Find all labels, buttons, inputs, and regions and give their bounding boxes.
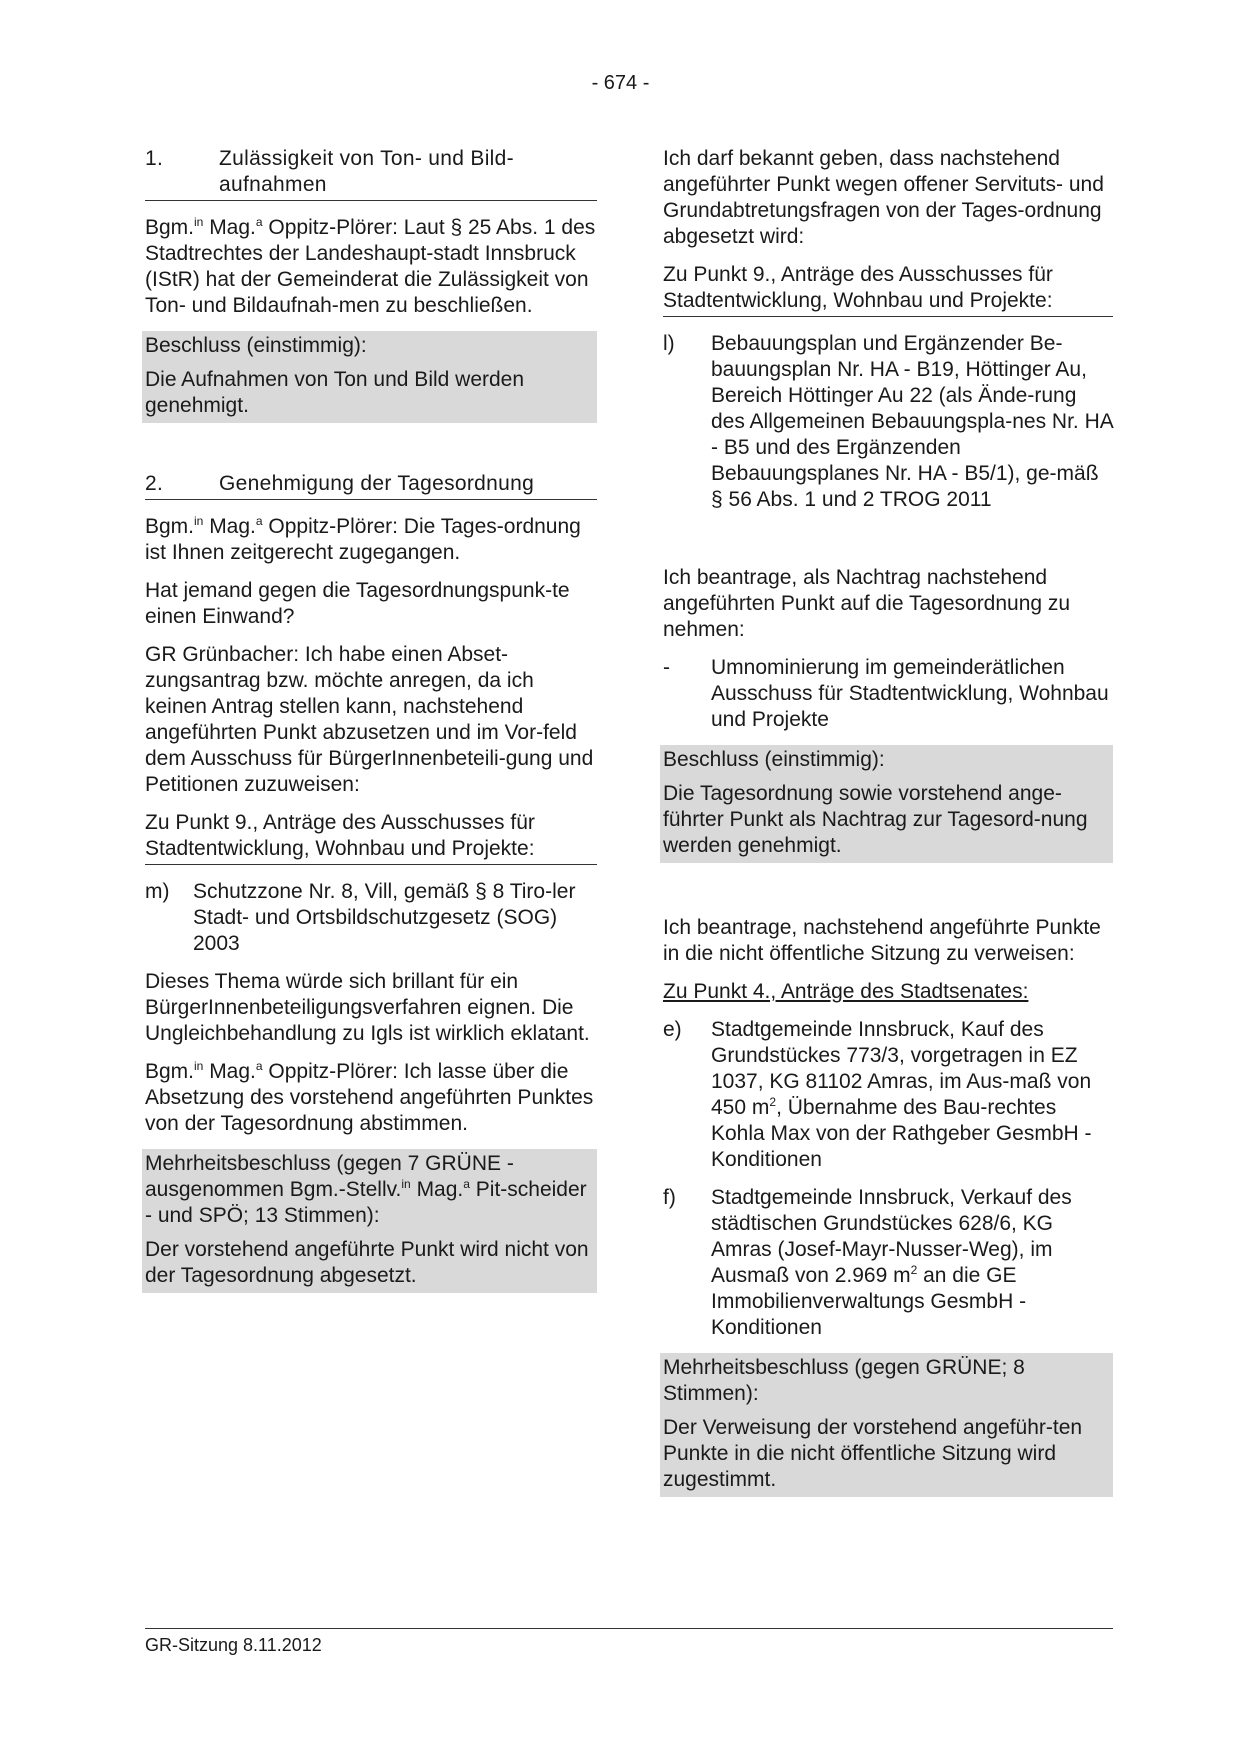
decision-title bbox=[145, 1151, 594, 1229]
decision-title-part: Mehrheitsbeschluss (gegen 7 GRÜNE - ausgenommen Bgm.-Stellv. bbox=[145, 1152, 514, 1201]
superscript: a bbox=[255, 215, 263, 229]
section-1-number: 1. bbox=[145, 147, 164, 170]
decision-title-part: Mag. bbox=[410, 1178, 464, 1201]
decision-text: Der Verweisung der vorstehend angeführ-ten Punkte in die nicht öffentliche Sitzung wird zugestimmt. bbox=[663, 1416, 1083, 1491]
page-number: - 674 - bbox=[591, 72, 650, 94]
decision-box bbox=[142, 331, 597, 423]
section-2-heading bbox=[145, 471, 597, 500]
list-item-text: Bebauungsplan und Ergänzender Be-bauungsplan Nr. HA - B19, Höttinger Au, Bereich Höttinger Au 22 (als Ände-rung des Allgemeinen Bebauungspla-nes Nr. HA - B5 und des Ergänzenden Bebauungsplanes Nr. HA - B5/1), ge-mäß § 56 Abs. 1 und 2 TROG 2011 bbox=[711, 332, 1113, 511]
superscript: in bbox=[194, 1059, 204, 1073]
speaker-title: Bgm. bbox=[145, 216, 195, 239]
superscript: in bbox=[194, 215, 204, 229]
agenda-item-heading: Zu Punkt 9., Anträge des Ausschusses für Stadtentwicklung, Wohnbau und Projekte: bbox=[663, 262, 1113, 317]
list-item-label: l) bbox=[663, 332, 675, 355]
speaker-text: Oppitz-Plörer: Ich lasse über die Absetzung des vorstehend angeführten Punktes von der Tagesordnung abstimmen. bbox=[145, 1060, 594, 1135]
speaker-paragraph bbox=[145, 1059, 597, 1137]
list-item-text-part: , Übernahme des Bau-rechtes Kohla Max von der Rathgeber GesmbH - Konditionen bbox=[711, 1096, 1092, 1171]
speaker-title: Mag. bbox=[203, 515, 256, 538]
list-item-label: - bbox=[663, 656, 670, 679]
decision-title: Beschluss (einstimmig): bbox=[145, 334, 367, 357]
section-2-number: 2. bbox=[145, 472, 164, 495]
speaker-title: Mag. bbox=[203, 1060, 256, 1083]
superscript: a bbox=[463, 1177, 470, 1191]
paragraph: Ich beantrage, nachstehend angeführte Punkte in die nicht öffentliche Sitzung zu verweisen: bbox=[663, 916, 1101, 965]
list-item bbox=[663, 1185, 1113, 1341]
superscript: a bbox=[255, 514, 263, 528]
decision-box bbox=[660, 1353, 1113, 1497]
agenda-item-heading: Zu Punkt 4., Anträge des Stadtsenates: bbox=[663, 980, 1029, 1003]
list-item-label: m) bbox=[145, 880, 170, 903]
list-item-label: e) bbox=[663, 1018, 682, 1041]
list-item-text: Schutzzone Nr. 8, Vill, gemäß § 8 Tiro-ler Stadt- und Ortsbildschutzgesetz (SOG) 2003 bbox=[193, 880, 576, 955]
list-item-text bbox=[711, 1185, 1113, 1341]
superscript: in bbox=[194, 514, 204, 528]
section-1-heading bbox=[145, 146, 597, 201]
section-1-title: Zulässigkeit von Ton- und Bild-aufnahmen bbox=[219, 147, 514, 196]
paragraph: Dieses Thema würde sich brillant für ein BürgerInnenbeteiligungsverfahren eignen. Die Ungleichbehandlung zu Igls ist wirklich eklatant. bbox=[145, 970, 590, 1045]
speaker-paragraph bbox=[145, 215, 597, 319]
list-item-text: Umnominierung im gemeinderätlichen Ausschuss für Stadtentwicklung, Wohnbau und Projekte bbox=[711, 656, 1109, 731]
speaker-title: Bgm. bbox=[145, 1060, 195, 1083]
speaker-paragraph bbox=[145, 514, 597, 566]
section-2-title: Genehmigung der Tagesordnung bbox=[219, 472, 535, 495]
list-item bbox=[663, 331, 1113, 513]
list-item-text-part: an die GE Immobilienverwaltungs GesmbH - Konditionen bbox=[711, 1264, 1027, 1339]
list-item bbox=[145, 879, 597, 957]
speaker-title: Mag. bbox=[203, 216, 256, 239]
decision-text: Die Aufnahmen von Ton und Bild werden genehmigt. bbox=[145, 368, 525, 417]
paragraph: Ich beantrage, als Nachtrag nachstehend angeführten Punkt auf die Tagesordnung zu nehmen: bbox=[663, 566, 1071, 641]
speaker-title: Bgm. bbox=[145, 515, 195, 538]
list-item-text-part: Stadtgemeinde Innsbruck, Verkauf des städtischen Grundstückes 628/6, KG Amras (Josef-Mayr-Nusser-Weg), im Ausmaß von 2.969 m bbox=[711, 1186, 1072, 1287]
footer: GR-Sitzung 8.11.2012 bbox=[145, 1628, 1113, 1656]
agenda-item-heading: Zu Punkt 9., Anträge des Ausschusses für Stadtentwicklung, Wohnbau und Projekte: bbox=[145, 810, 597, 865]
decision-box bbox=[660, 745, 1113, 863]
decision-title: Beschluss (einstimmig): bbox=[663, 748, 885, 771]
decision-box bbox=[142, 1149, 597, 1293]
list-item bbox=[663, 1017, 1113, 1173]
decision-title: Mehrheitsbeschluss (gegen GRÜNE; 8 Stimmen): bbox=[663, 1356, 1025, 1405]
superscript: 2 bbox=[910, 1263, 918, 1277]
decision-text: Die Tagesordnung sowie vorstehend ange-führter Punkt als Nachtrag zur Tagesord-nung werden genehmigt. bbox=[663, 782, 1088, 857]
paragraph: Hat jemand gegen die Tagesordnungspunk-te einen Einwand? bbox=[145, 579, 570, 628]
speaker-text: Oppitz-Plörer: Die Tages-ordnung ist Ihnen zeitgerecht zugegangen. bbox=[145, 515, 581, 564]
speaker-text: Oppitz-Plörer: Laut § 25 Abs. 1 des Stadtrechtes der Landeshaupt-stadt Innsbruck (IStR) hat der Gemeinderat die Zulässigkeit von Ton- und Bildaufnah-men zu beschließen. bbox=[145, 216, 596, 317]
right-column bbox=[663, 146, 1113, 1509]
list-item-text bbox=[711, 1017, 1113, 1173]
paragraph: Ich darf bekannt geben, dass nachstehend angeführter Punkt wegen offener Servituts- und Grundabtretungsfragen von der Tages-ordnung abgesetzt wird: bbox=[663, 147, 1104, 248]
paragraph: GR Grünbacher: Ich habe einen Abset-zungsantrag bzw. möchte anregen, da ich keinen Antrag stellen kann, nachstehend angeführten Punkt abzusetzen und im Vor-feld dem Ausschuss für BürgerInnenbeteili-gung und Petitionen zuzuweisen: bbox=[145, 643, 594, 796]
list-item-label: f) bbox=[663, 1186, 676, 1209]
superscript: 2 bbox=[769, 1095, 777, 1109]
superscript: a bbox=[255, 1059, 263, 1073]
list-item-text-part: Stadtgemeinde Innsbruck, Kauf des Grundstückes 773/3, vorgetragen in EZ 1037, KG 81102 Amras, im Aus-maß von 450 m bbox=[711, 1018, 1092, 1119]
decision-title-part: Pit-scheider - und SPÖ; 13 Stimmen): bbox=[145, 1178, 587, 1227]
superscript: in bbox=[401, 1177, 411, 1191]
decision-text: Der vorstehend angeführte Punkt wird nicht von der Tagesordnung abgesetzt. bbox=[145, 1238, 589, 1287]
list-item bbox=[663, 655, 1113, 733]
left-column bbox=[145, 146, 597, 1305]
